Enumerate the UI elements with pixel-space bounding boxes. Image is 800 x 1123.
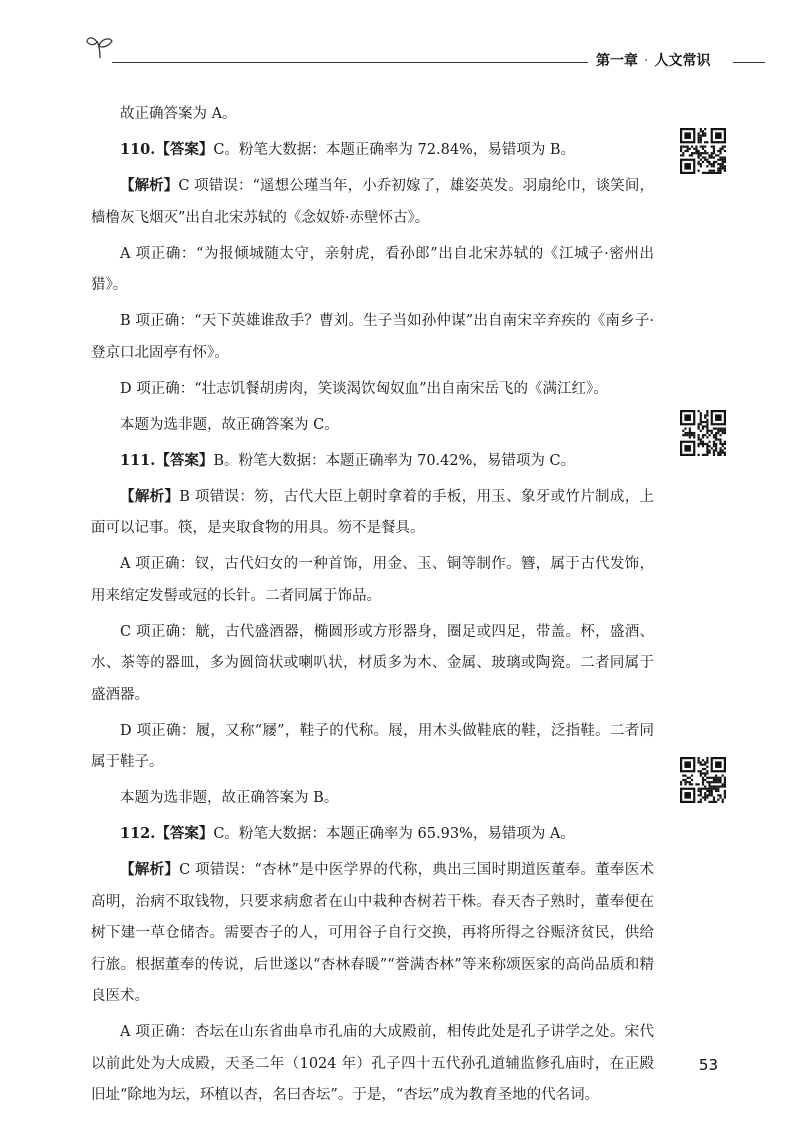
analysis-text: C 项错误：“遥想公瑾当年，小乔初嫁了，雄姿英发。羽扇纶巾，谈笑间，樯橹灰飞烟灭”出自北宋苏轼的《念奴娇·赤壁怀古》。 [91,178,654,226]
paragraph [91,305,654,369]
chapter-number: 第一章 [596,53,638,69]
analysis-text: B 项错误：笏，古代大臣上朝时拿着的手板，用玉、象牙或竹片制成，上面可以记事。筷，是夹取食物的用具。笏不是餐具。 [91,488,655,536]
paragraph [91,409,654,442]
paragraph [91,238,654,302]
answer-111 [91,445,654,478]
analysis-112 [91,854,654,1013]
answer-tag: 112.【答案】 [120,825,214,842]
paragraph-text: A 项正确：钗，古代妇女的一种首饰，用金、玉、铜等制作。簪，属于古代发饰，用来绾定发髻或冠的长针。二者同属于饰品。 [91,556,654,604]
answer-text: C。粉笔大数据：本题正确率为 72.84%，易错项为 B。 [213,142,576,158]
header-rule-left [112,62,588,63]
paragraph [91,782,654,815]
page-number: 53 [698,1056,718,1074]
analysis-111 [91,481,654,545]
paragraph-text: A 项正确：“为报倾城随太守，亲射虎，看孙郎”出自北宋苏轼的《江城子·密州出猎》。 [91,245,654,293]
qr-code-icon[interactable] [680,128,726,174]
analysis-110 [91,170,654,234]
analysis-tag: 【解析】 [120,861,180,878]
sprout-logo-icon [86,34,114,60]
paragraph-text: D 项正确：“壮志饥餐胡虏肉，笑谈渴饮匈奴血”出自南宋岳飞的《满江红》。 [120,380,608,397]
page-header [0,28,800,78]
paragraph [91,616,654,712]
paragraph-text: B 项正确：“天下英雄谁敌手？曹刘。生子当如孙仲谋”出自南宋辛弃疾的《南乡子·登京口北固亭有怀》。 [91,313,654,361]
paragraph-text: 本题为选非题，故正确答案为 C。 [120,416,339,433]
paragraph-text: C 项正确：觥，古代盛酒器，椭圆形或方形器身，圈足或四足，带盖。杯，盛酒、水、茶等的器皿，多为圆筒状或喇叭状，材质多为木、金属、玻璃或陶瓷。二者同属于盛酒器。 [91,623,654,703]
answer-tag: 111.【答案】 [120,451,214,469]
analysis-tag: 【解析】 [120,487,180,505]
qr-code-icon[interactable] [680,410,726,456]
analysis-text: C 项错误：“杏林”是中医学界的代称，典出三国时期道医董奉。董奉医术高明，治病不取钱物，只要求病愈者在山中栽种杏树若干株。春天杏子熟时，董奉便在树下建一草仓储杏。需要杏子的人，可用谷子自行交换，再将所得之谷赈济贫民，供给行旅。根据董奉的传说，后世遂以“杏林春暖”“誉满杏林”等来称颂医家的高尚品质和精良医术。 [91,862,655,1004]
paragraph-text: 故正确答案为 A。 [120,106,237,122]
qr-code-icon[interactable] [680,757,726,803]
paragraph-text: 本题为选非题，故正确答案为 B。 [120,790,339,806]
chapter-title: 人文常识 [654,53,711,69]
answer-110 [91,134,654,167]
answer-tag: 110.【答案】 [120,141,214,158]
paragraph [91,548,654,612]
paragraph-text: A 项正确：杏坛在山东省曲阜市孔庙的大成殿前，相传此处是孔子讲学之处。宋代以前此处为大成殿，天圣二年（1024 年）孔子四十五代孙孔道辅监修孔庙时，在正殿旧址“除地为坛，环植以杏，名曰杏坛”。于是，“杏坛”成为教育圣地的代名词。 [91,1024,654,1103]
paragraph [91,373,654,406]
answer-112 [91,818,654,851]
paragraph [91,98,654,131]
analysis-tag: 【解析】 [120,177,179,194]
paragraph [91,715,654,779]
chapter-heading: 第一章 · 人文常识 [596,53,711,69]
paragraph [91,1016,654,1112]
answer-text: C。粉笔大数据：本题正确率为 65.93%，易错项为 A。 [213,826,575,842]
paragraph-text: D 项正确：履，又称“屦”，鞋子的代称。屐，用木头做鞋底的鞋，泛指鞋。二者同属于鞋子。 [91,722,654,770]
answer-text: B。粉笔大数据：本题正确率为 70.42%，易错项为 C。 [213,452,576,469]
header-rule-right [733,62,765,63]
page-body [91,98,654,1115]
